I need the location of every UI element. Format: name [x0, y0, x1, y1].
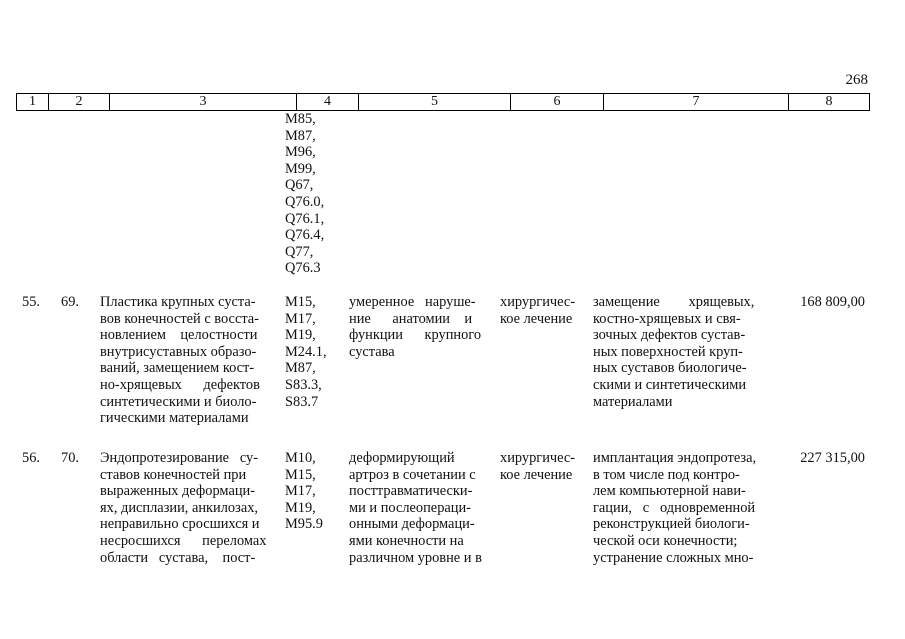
header-cell-8: 8 [788, 94, 869, 110]
treatment-method: имплантация эндопротеза, в том числе под контро- лем компьютерной нави- гации, с одновременной реконструкцией биологи- ческой оси конечности; устранение сложных мно- [593, 450, 757, 566]
continued-diagnosis-codes: M85, M87, M96, M99, Q67, Q76.0, Q76.1, Q76.4, Q77, Q76.3 [285, 111, 325, 277]
treatment-type: хирургичес- кое лечение [500, 450, 576, 483]
patient-model: умеренное наруше- ние анатомии и функции крупного сустава [349, 294, 482, 360]
intervention-name: Пластика крупных суста- вов конечностей с восста- новлением целостности внутрисуставных образо- ваний, замещением кост- но-хрящевых дефектов синтетическими и биоло- гическими материалами [100, 294, 260, 427]
page-number: 268 [845, 72, 868, 88]
cost-value: 227 315,00 [800, 450, 865, 466]
diagnosis-codes: M15, M17, M19, M24.1, M87, S83.3, S83.7 [285, 294, 327, 410]
intervention-name: Эндопротезирование су- ставов конечностей при выраженных деформаци- ях, дисплазии, анкилозах, неправильно сросшихся и несросшихся переломах области сустава, пост- [100, 450, 267, 566]
treatment-method: замещение хрящевых, костно-хрящевых и свя- зочных дефектов сустав- ных поверхностей круп- ных суставов биологиче- скими и синтетическими материалами [593, 294, 755, 410]
patient-model: деформирующий артроз в сочетании с посттравматически- ми и послеопераци- онными деформаци- ями конечности на различном уровне и в [349, 450, 482, 566]
header-cell-2: 2 [48, 94, 109, 110]
table-header-row [16, 93, 870, 111]
header-cell-1: 1 [29, 94, 36, 109]
diagnosis-codes: M10, M15, M17, M19, M95.9 [285, 450, 323, 533]
row-number: 56. [22, 450, 40, 466]
group-number: 70. [61, 450, 79, 466]
header-cell-7: 7 [603, 94, 788, 110]
header-cell-3: 3 [109, 94, 296, 110]
treatment-type: хирургичес- кое лечение [500, 294, 576, 327]
cost-value: 168 809,00 [800, 294, 865, 310]
row-number: 55. [22, 294, 40, 310]
header-cell-5: 5 [358, 94, 510, 110]
header-cell-4: 4 [296, 94, 358, 110]
group-number: 69. [61, 294, 79, 310]
header-cell-6: 6 [510, 94, 603, 110]
